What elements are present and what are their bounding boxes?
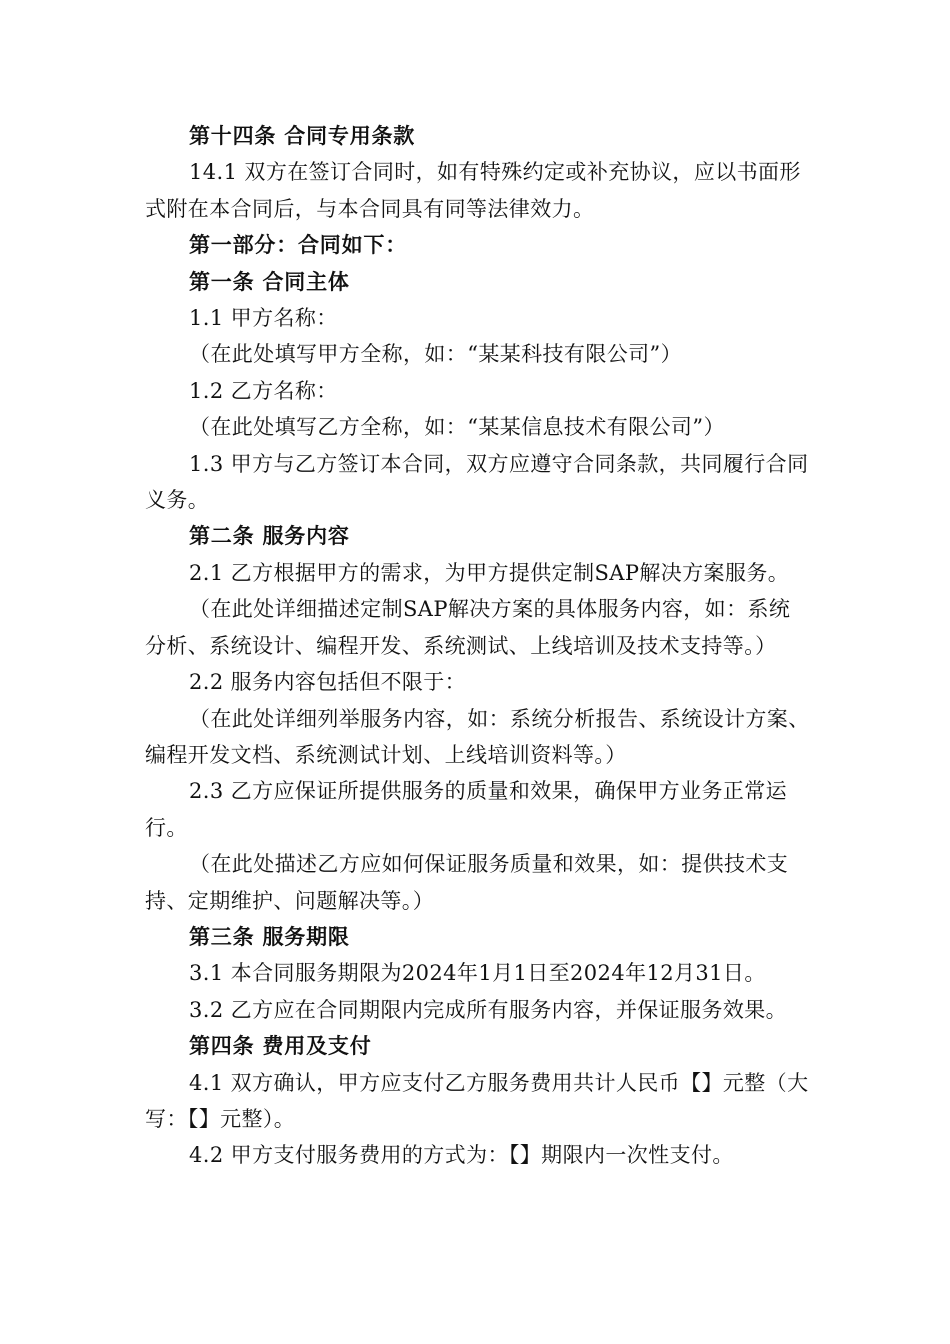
clause-paragraph: 3.1 本合同服务期限为2024年1月1日至2024年12月31日。: [189, 961, 766, 986]
instruction-note: （在此处详细列举服务内容，如：系统分析报告、系统设计方案、编程开发文档、系统测试计划、上线培训资料等。）: [145, 706, 810, 767]
clause-paragraph: 2.3 乙方应保证所提供服务的质量和效果，确保甲方业务正常运行。: [145, 779, 788, 840]
clause-paragraph: 4.1 双方确认，甲方应支付乙方服务费用共计人民币【】元整（大写：【】元整）。: [145, 1070, 809, 1131]
clause-paragraph: 1.2 乙方名称：: [189, 378, 338, 403]
section-heading: 第四条 费用及支付: [189, 1034, 372, 1059]
clause-paragraph: 2.2 服务内容包括但不限于：: [189, 670, 467, 695]
clause-paragraph: 2.1 乙方根据甲方的需求，为甲方提供定制SAP解决方案服务。: [189, 560, 790, 585]
clause-paragraph: 1.1 甲方名称：: [189, 306, 338, 331]
section-heading: 第三条 服务期限: [189, 924, 350, 949]
clause-paragraph: 14.1 双方在签订合同时，如有特殊约定或补充协议，应以书面形式附在本合同后，与本合同具有同等法律效力。: [145, 160, 801, 221]
instruction-note: （在此处描述乙方应如何保证服务质量和效果，如：提供技术支持、定期维护、问题解决等。）: [145, 852, 789, 913]
clause-paragraph: 3.2 乙方应在合同期限内完成所有服务内容，并保证服务效果。: [189, 997, 788, 1022]
part-heading: 第一部分：合同如下：: [189, 233, 407, 258]
clause-paragraph: 4.2 甲方支付服务费用的方式为：【】期限内一次性支付。: [189, 1143, 734, 1168]
section-heading: 第一条 合同主体: [189, 269, 350, 294]
instruction-note: （在此处详细描述定制SAP解决方案的具体服务内容，如：系统分析、系统设计、编程开发、系统测试、上线培训及技术支持等。）: [145, 597, 791, 658]
section-heading: 第二条 服务内容: [189, 524, 350, 549]
instruction-note: （在此处填写乙方全称，如：“某某信息技术有限公司”）: [189, 415, 725, 440]
clause-paragraph: 1.3 甲方与乙方签订本合同，双方应遵守合同条款，共同履行合同义务。: [145, 451, 809, 513]
section-heading: 第十四条 合同专用条款: [189, 124, 416, 148]
instruction-note: （在此处填写甲方全称，如：“某某科技有限公司”）: [189, 342, 683, 367]
document-body: [145, 118, 810, 1174]
